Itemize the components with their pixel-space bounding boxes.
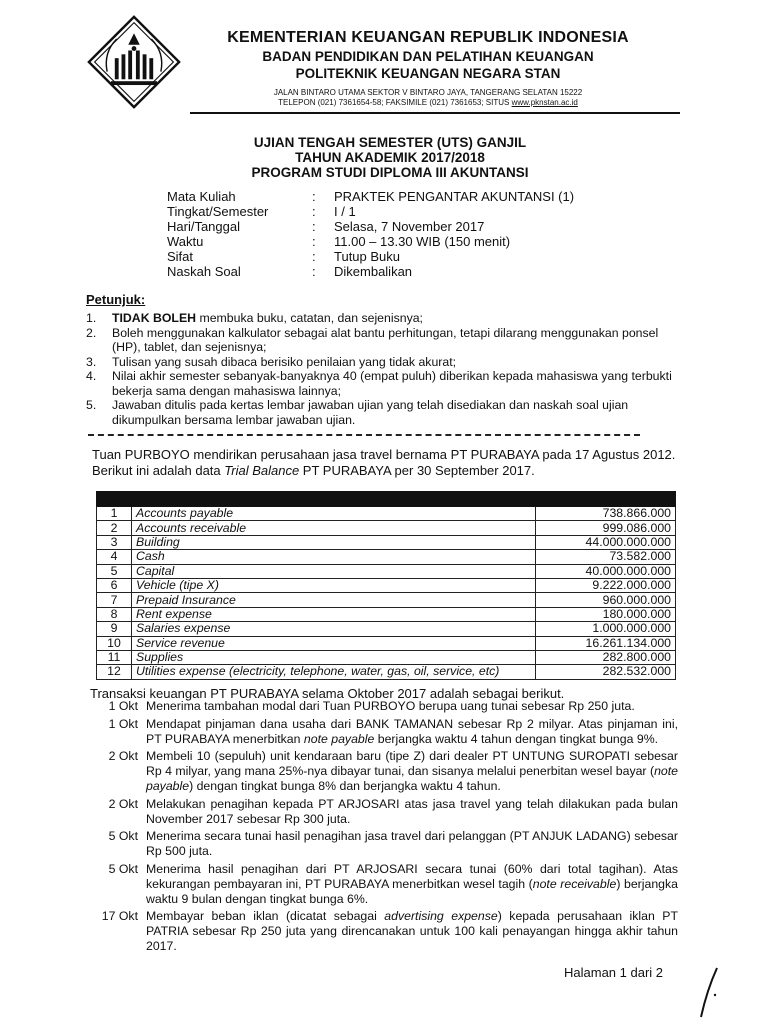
exam-title (160, 135, 620, 180)
transaction-item (86, 699, 678, 714)
table-row: 1 Accounts payable 738.866.000 (97, 507, 676, 521)
transaction-item (86, 749, 678, 793)
phone-fax: TELEPON (021) 7361654-58; FAKSIMILE (021) 7361653; SITUS (278, 98, 510, 107)
info-label: Sifat (167, 249, 194, 264)
info-row: Hari/Tanggal : Selasa, 7 November 2017 (167, 219, 485, 234)
transaction-item (86, 862, 678, 906)
table-row: 6 Vehicle (tipe X) 9.222.000.000 (97, 578, 676, 592)
transaction-item (86, 909, 678, 953)
info-label: Mata Kuliah (167, 189, 236, 204)
exam-title-line2: TAHUN AKADEMIK 2017/2018 (295, 150, 485, 165)
info-value: Dikembalikan (334, 264, 413, 279)
transaction-date: 1 Okt (108, 716, 138, 731)
transaction-desc: Membayar beban iklan (dicatat sebagai advertising expense) kepada perusahaan iklan PT PATRIA sebesar Rp 250 juta yang direncanakan untuk 100 kali penayangan hingga akhir tahun 2017. (146, 909, 678, 953)
table-row: 8 Rent expense 180.000.000 (97, 607, 676, 621)
instruction-item: 3. Tulisan yang susah dibaca berisiko penilaian yang tidak akurat; (86, 354, 457, 369)
info-value: I / 1 (334, 204, 356, 219)
instruction-item: 2. Boleh menggunakan kalkulator sebagai alat bantu perhitungan, tetapi dilarang menggunakan ponsel (HP), tablet, dan sejenisnya; (86, 325, 659, 354)
transaction-date: 2 Okt (108, 749, 138, 764)
instruction-emphasis: TIDAK BOLEH (112, 311, 197, 325)
info-label: Waktu (167, 234, 204, 249)
ministry-name: KEMENTERIAN KEUANGAN REPUBLIK INDONESIA (227, 29, 629, 46)
instructions-list (86, 311, 676, 427)
letterhead-rule (190, 112, 680, 114)
table-row: 10 Service revenue 16.261.134.000 (97, 636, 676, 650)
section-divider (88, 434, 640, 436)
transaction-desc: Melakukan penagihan kepada PT ARJOSARI atas jasa travel yang telah dilakukan pada bulan November 2017 sebesar Rp 300 juta. (146, 796, 678, 826)
table-row: 3 Building 44.000.000.000 (97, 535, 676, 549)
info-value: Tutup Buku (334, 249, 401, 264)
info-row: Tingkat/Semester : I / 1 (167, 204, 356, 219)
table-row: 4 Cash 73.582.000 (97, 550, 676, 564)
instruction-item: 5. Jawaban ditulis pada kertas lembar jawaban ujian yang telah disediakan dan naskah soal ujian dikumpulkan bersama lembar jawaban ujian. (86, 398, 629, 427)
table-row: 5 Capital 40.000.000.000 (97, 564, 676, 578)
info-row: Naskah Soal : Dikembalikan (167, 264, 413, 279)
transaction-desc: Menerima hasil penagihan dari PT ARJOSARI secara tunai (60% dari total tagihan). Atas kekurangan pembayaran ini, PT PURABAYA menerbitkan wesel tagih (note receivable) berjangka waktu 9 bulan dengan tingkat bunga 6%. (146, 861, 678, 906)
instruction-item: 4. Nilai akhir semester sebanyak-banyaknya 40 (empat puluh) diberikan kepada mahasiswa yang terbukti bekerja sama dengan mahasiswa lainnya; (86, 369, 672, 398)
table-row: 12 Utilities expense (electricity, telephone, water, gas, oil, service, etc) 282.532.000 (97, 665, 676, 679)
table-header (97, 492, 676, 507)
instruction-item: 1. TIDAK BOLEH membuka buku, catatan, dan sejenisnya; (86, 311, 423, 325)
transaction-item (86, 717, 678, 747)
transaction-date: 5 Okt (108, 829, 138, 844)
contact-line (188, 98, 668, 108)
transaction-date: 5 Okt (108, 861, 138, 876)
transaction-date: 1 Okt (108, 699, 138, 713)
initial-mark-icon (695, 965, 725, 1020)
instructions-title: Petunjuk: (86, 292, 146, 307)
transactions-intro: Transaksi keuangan PT PURABAYA selama Oktober 2017 adalah sebagai berikut. (90, 686, 565, 701)
info-row: Mata Kuliah : PRAKTEK PENGANTAR AKUNTANSI (1) (167, 189, 575, 204)
info-row: Waktu : 11.00 – 13.30 WIB (150 menit) (167, 234, 511, 249)
transaction-item (86, 829, 678, 859)
agency-name: BADAN PENDIDIKAN DAN PELATIHAN KEUANGAN (262, 49, 594, 64)
transaction-desc: Mendapat pinjaman dana usaha dari BANK TAMANAN sebesar Rp 2 milyar. Atas pinjaman ini, PT PURABAYA menerbitkan note payable berjangka waktu 4 tahun dengan tingkat bunga 9%. (146, 716, 678, 746)
info-value: PRAKTEK PENGANTAR AKUNTANSI (1) (334, 189, 575, 204)
letterhead (188, 28, 668, 108)
exam-title-line1: UJIAN TENGAH SEMESTER (UTS) GANJIL (253, 135, 527, 150)
trial-balance-table (96, 491, 676, 680)
website-link[interactable]: www.pknstan.ac.id (511, 98, 578, 107)
ministry-logo-icon (86, 14, 182, 110)
case-intro: Tuan PURBOYO mendirikan perusahaan jasa travel bernama PT PURABAYA pada 17 Agustus 2012. Berikut ini adalah data Trial Balance PT PURABAYA per 30 September 2017. (92, 447, 676, 478)
info-row: Sifat : Tutup Buku (167, 249, 401, 264)
transaction-item (86, 797, 678, 827)
transactions-list (86, 699, 678, 957)
transaction-desc: Membeli 10 (sepuluh) unit kendaraan baru (tipe Z) dari dealer PT UNTUNG SUROPATI sebesar Rp 4 milyar, yang mana 25%-nya dibayar tunai, dan sisanya melalui penerbitan wesel bayar (note payable) dengan tingkat bunga 8% dan berjangka waktu 4 tahun. (146, 749, 678, 793)
table-row: 9 Salaries expense 1.000.000.000 (97, 622, 676, 636)
exam-title-line3: PROGRAM STUDI DIPLOMA III AKUNTANSI (251, 165, 529, 180)
table-row: 11 Supplies 282.800.000 (97, 650, 676, 664)
info-label: Tingkat/Semester (167, 204, 269, 219)
info-value: 11.00 – 13.30 WIB (150 menit) (334, 234, 511, 249)
table-row: 2 Accounts receivable 999.086.000 (97, 521, 676, 535)
info-label: Naskah Soal (167, 264, 241, 279)
page-number: Halaman 1 dari 2 (564, 965, 663, 980)
info-label: Hari/Tanggal (167, 219, 240, 234)
transaction-date: 17 Okt (101, 909, 138, 924)
transaction-desc: Menerima tambahan modal dari Tuan PURBOYO berupa uang tunai sebesar Rp 250 juta. (146, 699, 635, 713)
transaction-desc: Menerima secara tunai hasil penagihan jasa travel dari pelanggan (PT ANJUK LADANG) sebesar Rp 500 juta. (146, 829, 678, 859)
address: JALAN BINTARO UTAMA SEKTOR V BINTARO JAYA, TANGERANG SELATAN 15222 (273, 88, 583, 97)
table-row: 7 Prepaid Insurance 960.000.000 (97, 593, 676, 607)
transaction-date: 2 Okt (108, 796, 138, 811)
info-value: Selasa, 7 November 2017 (334, 219, 485, 234)
school-name: POLITEKNIK KEUANGAN NEGARA STAN (295, 66, 561, 81)
exam-info (167, 189, 574, 279)
